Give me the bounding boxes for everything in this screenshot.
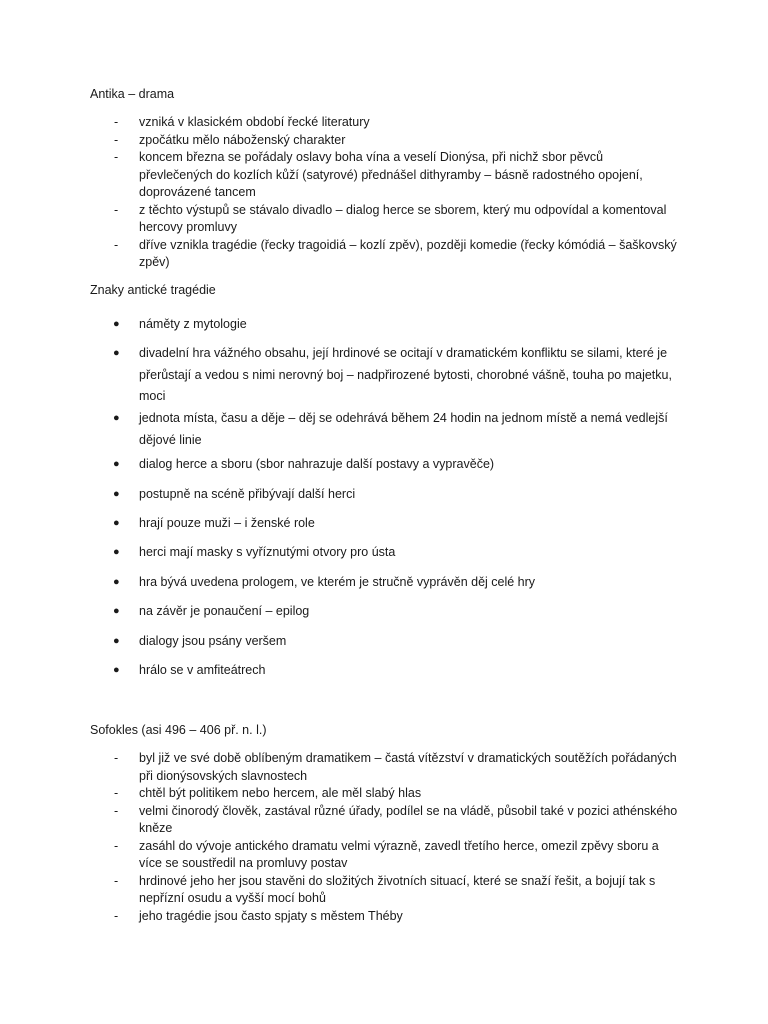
antika-list bbox=[0, 114, 768, 272]
list-item: ● herci mají masky s vyříznutými otvory pro ústa bbox=[113, 545, 396, 559]
list-item: - velmi činorodý člověk, zastával různé úřady, podílel se na vládě, působil také v pozici athénského kněze bbox=[114, 803, 678, 835]
list-item: - dříve vznikla tragédie (řecky tragoidiá – kozlí zpěv), později komedie (řecky kómódiá – šaškovský zpěv) bbox=[114, 237, 677, 269]
list-item: - jeho tragédie jsou často spjaty s městem Théby bbox=[114, 908, 403, 923]
list-item: - zpočátku mělo náboženský charakter bbox=[114, 132, 346, 147]
list-item: ● na závěr je ponaučení – epilog bbox=[113, 604, 310, 618]
list-item: ● hra bývá uvedena prologem, ve kterém je stručně vyprávěn děj celé hry bbox=[113, 575, 536, 589]
list-item: ● dialog herce a sboru (sbor nahrazuje další postavy a vypravěče) bbox=[113, 457, 495, 471]
list-item: - z těchto výstupů se stávalo divadlo – dialog herce se sborem, který mu odpovídal a komentoval hercovy promluvy bbox=[114, 202, 667, 234]
list-item: - vzniká v klasickém období řecké literatury bbox=[114, 115, 370, 129]
section-heading-antika: Antika – drama bbox=[90, 87, 175, 101]
section-heading-znaky: Znaky antické tragédie bbox=[90, 283, 216, 297]
list-item: - koncem března se pořádaly oslavy boha vína a veselí Dionýsa, při nichž sbor pěvců převlečených do kozlích kůží (satyrové) přednášel dithyramby – básně radostného opojení, doprovázené tancem bbox=[114, 150, 643, 199]
list-item: - byl již ve své době oblíbeným dramatikem – častá vítězství v dramatických soutěžích pořádaných při dionýsovských slavnostech bbox=[114, 751, 677, 783]
sofokles-list bbox=[0, 750, 768, 925]
list-item: - chtěl být politikem nebo hercem, ale měl slabý hlas bbox=[114, 786, 422, 800]
list-item: ● dialogy jsou psány veršem bbox=[113, 634, 287, 648]
list-item: ● jednota místa, času a děje – děj se odehrává během 24 hodin na jednom místě a nemá vedlejší dějové linie bbox=[113, 411, 668, 447]
list-item: - hrdinové jeho her jsou stavěni do složitých životních situací, které se snaží řešit, a bojují tak s nepřízní osudu a vyšší mocí bohů bbox=[114, 873, 656, 905]
list-item: - zasáhl do vývoje antického dramatu velmi výrazně, zavedl třetího herce, omezil zpěvy sboru a více se soustředil na promluvy postav bbox=[114, 838, 659, 870]
list-item: ● hrají pouze muži – i ženské role bbox=[113, 516, 315, 530]
section-heading-sofokles: Sofokles (asi 496 – 406 př. n. l.) bbox=[90, 723, 267, 737]
list-item: ● náměty z mytologie bbox=[113, 317, 247, 331]
list-item: ● hrálo se v amfiteátrech bbox=[113, 663, 266, 677]
list-item: ● postupně na scéně přibývají další herci bbox=[113, 487, 356, 501]
list-item: ● divadelní hra vážného obsahu, její hrdinové se ocitají v dramatickém konfliktu se silami, které je přerůstají a vedou s nimi nerovný boj – nadpřirozené bytosti, chorobné vášně, touha po majetku, moci bbox=[113, 346, 672, 403]
